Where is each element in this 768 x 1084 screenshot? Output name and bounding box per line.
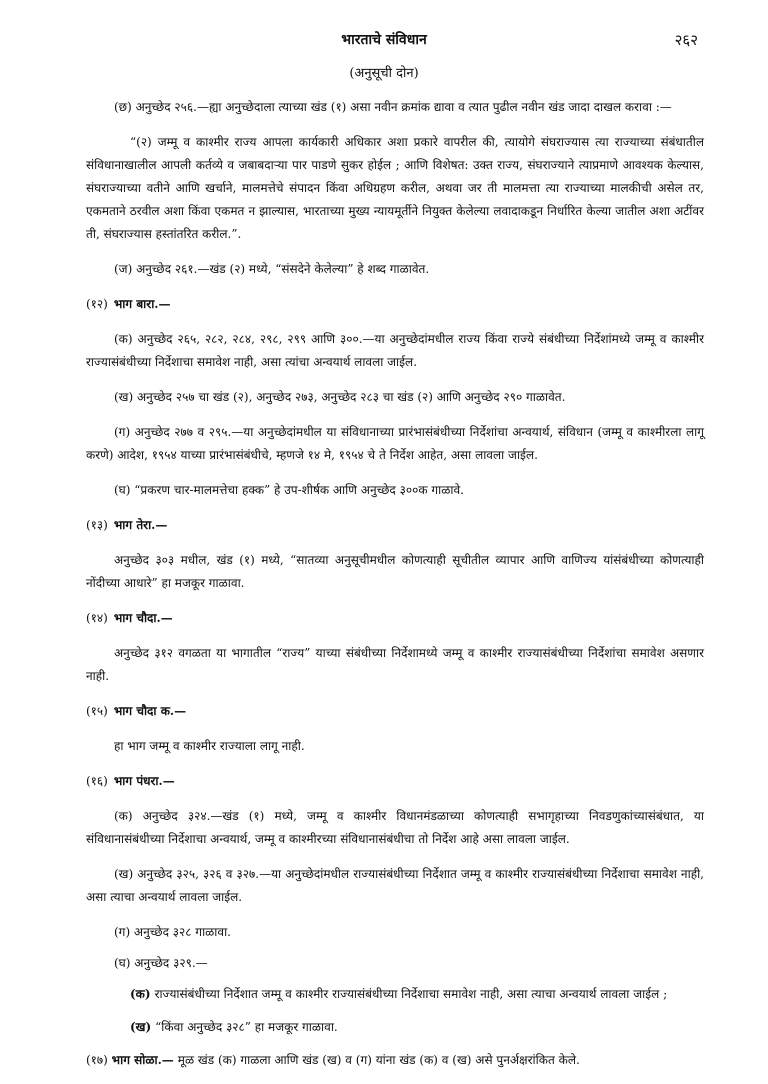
part-16-subitem-ka xyxy=(86,983,704,1006)
part-16-item-kha: (ख) अनुच्छेद ३२५, ३२६ व ३२७.—या अनुच्छेदांमधील राज्यासंबंधीच्या निर्देशात जम्मू व काश्मीर राज्यासंबंधीच्या निर्देशाचा समावेश नाही, असा त्याचा अन्वयार्थ लावला जाईल. xyxy=(86,867,704,904)
part-15-heading xyxy=(86,700,704,723)
part-17-number: (१७) xyxy=(86,1053,108,1067)
part-12-item-ka: (क) अनुच्छेद २६५, २८२, २८४, २९८, २९९ आणि ३००.—या अनुच्छेदांमधील राज्य किंवा राज्ये संबंधीच्या निर्देशांमध्ये जम्मू व काश्मीर राज्यासंबंधीच्या निर्देशाचा समावेश नाही, असा त्यांचा अन्वयार्थ लावला जाईल. xyxy=(86,332,704,369)
page-number: २६२ xyxy=(674,31,698,49)
part-16-number: (१६) xyxy=(86,774,108,788)
part-12-title: भाग बारा.— xyxy=(113,297,171,311)
part-15-title: भाग चौदा क.— xyxy=(113,704,187,718)
part-14-number: (१४) xyxy=(86,611,108,625)
schedule-subtitle: (अनुसूची दोन) xyxy=(349,66,419,81)
part-17-paragraph xyxy=(86,1049,704,1072)
part-14-title: भाग चौदा.— xyxy=(113,611,173,625)
part-16-item-ka: (क) अनुच्छेद ३२४.—खंड (१) मध्ये, जम्मू व काश्मीर विधानमंडळाच्या कोणत्याही सभागृहाच्या निवडणुकांच्यासंबंधात, या संविधानासंबंधीच्या निर्देशाचा अन्वयार्थ, जम्मू व काश्मीरच्या संविधानासंबंधीचा तो निर्देश आहे असा लावला जाईल. xyxy=(86,809,704,846)
part-17-text: मूळ खंड (क) गाळला आणि खंड (ख) व (ग) यांना खंड (क) व (ख) असे पुनर्अक्षरांकित केले. xyxy=(177,1053,580,1067)
part-13-heading xyxy=(86,514,704,537)
part-12-item-kha: (ख) अनुच्छेद २५७ चा खंड (२), अनुच्छेद २७३, अनुच्छेद २८३ चा खंड (२) आणि अनुच्छेद २९० गाळावेत. xyxy=(114,390,566,404)
clause-chha: (छ) अनुच्छेद २५६.—ह्या अनुच्छेदाला त्याच्या खंड (१) असा नवीन क्रमांक द्यावा व त्यात पुढील नवीन खंड जादा दाखल करावा :— xyxy=(114,100,672,114)
part-12-heading xyxy=(86,293,704,316)
part-12-item-ga: (ग) अनुच्छेद २७७ व २९५.—या अनुच्छेदांमधील या संविधानाच्या प्रारंभासंबंधीच्या निर्देशांचा अन्वयार्थ, संविधान (जम्मू व काश्मीरला लागू करणे) आदेश, १९५४ याच्या प्रारंभासंबंधीचे, म्हणजे १४ मे, १९५४ चे ते निर्देश आहेत, असा लावला जाईल. xyxy=(86,425,704,462)
part-13-number: (१३) xyxy=(86,518,108,532)
document-body xyxy=(86,96,704,1084)
subitem-label: (ख) xyxy=(130,1020,152,1034)
subitem-text: राज्यासंबंधीच्या निर्देशात जम्मू व काश्मीर राज्यासंबंधीच्या निर्देशाचा समावेश नाही, असा त्याचा अन्वयार्थ लावला जाईल ; xyxy=(154,987,668,1001)
part-16-title: भाग पंधरा.— xyxy=(113,774,175,788)
subitem-text: “किंवा अनुच्छेद ३२८” हा मजकूर गाळावा. xyxy=(155,1020,338,1034)
part-15-number: (१५) xyxy=(86,704,108,718)
part-15-text: हा भाग जम्मू व काश्मीर राज्याला लागू नाही. xyxy=(114,739,305,753)
part-16-subitem-kha xyxy=(86,1016,704,1039)
part-16-item-ga: (ग) अनुच्छेद ३२८ गाळावा. xyxy=(114,925,231,939)
part-14-heading xyxy=(86,607,704,630)
part-16-heading xyxy=(86,770,704,793)
page-title: भारताचे संविधान xyxy=(341,32,427,48)
part-12-number: (१२) xyxy=(86,297,108,311)
part-13-text: अनुच्छेद ३०३ मधील, खंड (१) मध्ये, “सातव्या अनुसूचीमधील कोणत्याही सूचीतील व्यापार आणि वाणिज्य यांसंबंधीच्या कोणत्याही नोंदीच्या आधारे” हा मजकूर गाळावा. xyxy=(86,553,704,590)
part-16-item-gha: (घ) अनुच्छेद ३२९.— xyxy=(114,956,208,970)
subitem-label: (क) xyxy=(130,987,151,1001)
clause-ja: (ज) अनुच्छेद २६१.—खंड (२) मध्ये, “संसदेने केलेल्या” हे शब्द गाळावेत. xyxy=(114,262,430,276)
part-13-title: भाग तेरा.— xyxy=(113,518,168,532)
part-14-text: अनुच्छेद ३१२ वगळता या भागातील “राज्य” याच्या संबंधीच्या निर्देशामध्ये जम्मू व काश्मीर राज्यासंबंधीच्या निर्देशांचा समावेश असणार नाही. xyxy=(86,646,704,683)
part-17-title: भाग सोळा.— xyxy=(111,1053,174,1067)
clause-chha-quote: “(२) जम्मू व काश्मीर राज्य आपला कार्यकारी अधिकार अशा प्रकारे वापरील की, त्यायोगे संघराज्यास त्या राज्याच्या संबंधातील संविधानाखालील आपली कर्तव्ये व जबाबदाऱ्या पार पाडणे सुकर होईल ; आणि विशेषत: उक्त राज्य, संघराज्याने त्याप्रमाणे आवश्यक केल्यास, संघराज्याच्या वतीने आणि खर्चाने, मालमत्तेचे संपादन किंवा अधिग्रहण करील, अथवा जर ती मालमत्ता त्या राज्याच्या मालकीची असेल तर, एकमताने ठरवील अशा किंवा एकमत न झाल्यास, भारताच्या मुख्य न्यायमूर्तीने नियुक्त केलेल्या लवादाकडून निर्धारित केल्या जातील अशा अटींवर ती, संघराज्यास हस्तांतरित करील.”. xyxy=(86,135,704,241)
part-12-item-gha: (घ) “प्रकरण चार-मालमत्तेचा हक्क” हे उप-शीर्षक आणि अनुच्छेद ३००क गाळावे. xyxy=(114,483,464,497)
